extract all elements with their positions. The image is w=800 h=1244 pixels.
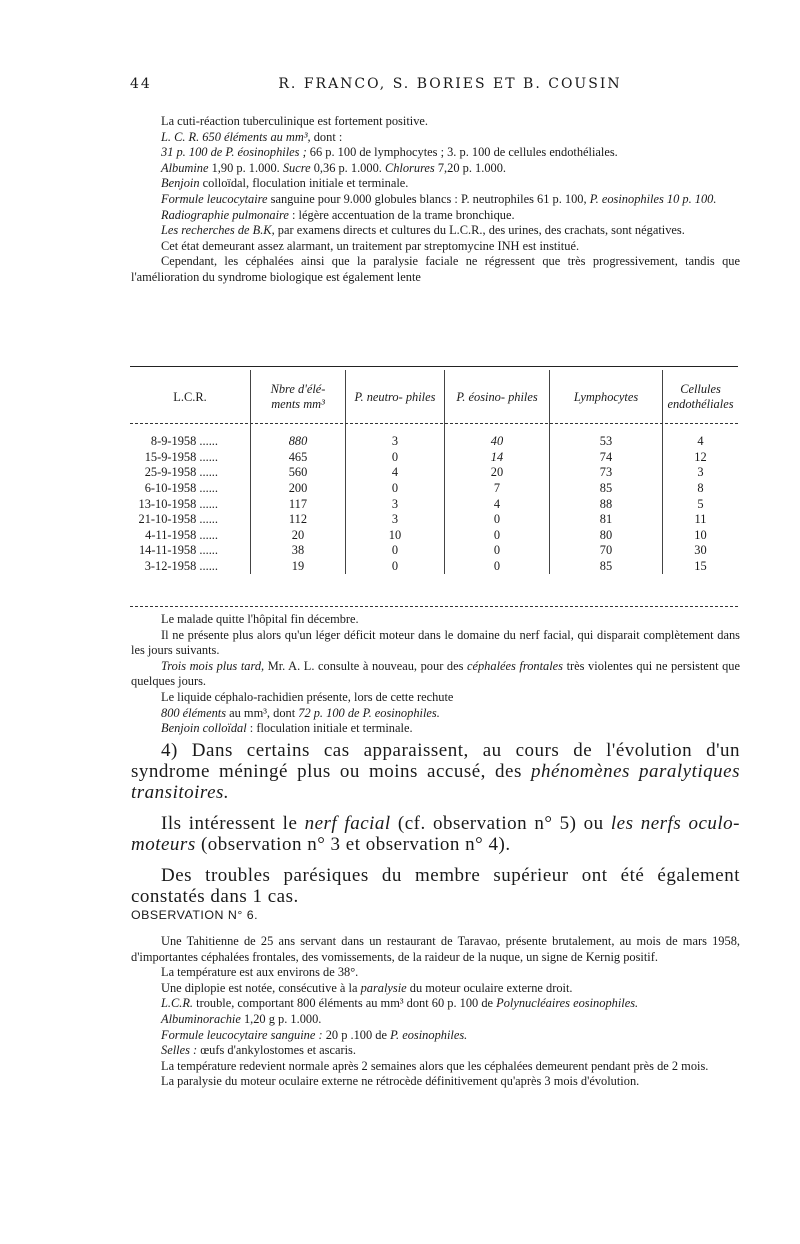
paragraph: La température redevient normale après 2 semaines alors que les céphalées demeurent pendant près de 2 mois. [161, 1058, 709, 1073]
value-cell: 560 [251, 465, 346, 481]
column-header: L.C.R. [173, 389, 207, 404]
date-cell: 25-9-1958 ...... [144, 465, 218, 480]
value-cell: 73 [550, 465, 663, 481]
paragraph: L. C. R. 650 éléments au mm³, dont : [161, 129, 343, 144]
value-cell: 20 [445, 465, 550, 481]
observation-text [131, 934, 740, 1090]
paragraph: Albuminorachie 1,20 g p. 1.000. [161, 1011, 322, 1026]
table-row [130, 512, 738, 528]
value-cell: 30 [663, 543, 739, 559]
paragraph: Cependant, les céphalées ainsi que la paralysie faciale ne régressent que très progressivement, tandis que l'amélioration du syndrome biologique est également lente [131, 254, 740, 284]
table-row [130, 528, 738, 544]
value-cell: 85 [550, 481, 663, 497]
value-cell: 20 [251, 528, 346, 544]
paragraph: Formule leucocytaire sanguine pour 9.000 globules blancs : P. neutrophiles 61 p. 100, P. eosinophiles 10 p. 100. [161, 191, 717, 206]
paragraph: Des troubles parésiques du membre supérieur ont été également constatés dans 1 cas. [131, 865, 740, 907]
main-text [131, 740, 740, 917]
table-spacer-row [130, 424, 738, 434]
date-cell: 8-9-1958 ...... [150, 434, 218, 449]
paragraph: La paralysie du moteur oculaire externe ne rétrocède définitivement qu'après 3 mois d'évolution. [161, 1074, 640, 1089]
table-header-rule [130, 423, 738, 424]
table-row [130, 496, 738, 512]
value-cell: 0 [346, 481, 445, 497]
paragraph: Une diplopie est notée, consécutive à la paralysie du moteur oculaire externe droit. [161, 980, 573, 995]
table-bottom-rule [130, 606, 738, 607]
paragraph: Le liquide céphalo-rachidien présente, lors de cette rechute [161, 689, 454, 704]
observation-heading: OBSERVATION N° 6. [131, 908, 259, 922]
value-cell: 40 [445, 434, 550, 450]
value-cell: 4 [663, 434, 739, 450]
value-cell: 4 [346, 465, 445, 481]
value-cell: 5 [663, 496, 739, 512]
date-cell: 14-11-1958 ...... [138, 543, 218, 558]
value-cell: 81 [550, 512, 663, 528]
running-head-authors: R. FRANCO, S. BORIES ET B. COUSIN [278, 76, 622, 92]
value-cell: 7 [445, 481, 550, 497]
table-row [130, 559, 738, 575]
paragraph: Benjoin colloïdal, floculation initiale et terminale. [161, 176, 409, 191]
value-cell: 19 [251, 559, 346, 575]
value-cell: 880 [251, 434, 346, 450]
date-cell: 6-10-1958 ...... [144, 481, 218, 496]
paragraph: Le malade quitte l'hôpital fin décembre. [161, 612, 359, 626]
follow-up-text [131, 612, 740, 737]
value-cell: 0 [346, 450, 445, 466]
column-header: Lymphocytes [550, 370, 663, 424]
value-cell: 3 [663, 465, 739, 481]
paragraph: Selles : œufs d'ankylostomes et ascaris. [161, 1043, 356, 1058]
value-cell: 74 [550, 450, 663, 466]
value-cell: 10 [346, 528, 445, 544]
date-cell: 3-12-1958 ...... [144, 559, 218, 574]
table-row [130, 450, 738, 466]
column-header: P. éosino- philes [445, 370, 550, 424]
value-cell: 117 [251, 496, 346, 512]
value-cell: 14 [445, 450, 550, 466]
column-header: Nbre d'élé- ments mm³ [251, 370, 346, 424]
paragraph: 800 éléments au mm³, dont 72 p. 100 de P. eosinophiles. [161, 705, 440, 720]
value-cell: 3 [346, 434, 445, 450]
value-cell: 0 [346, 543, 445, 559]
paragraph: Une Tahitienne de 25 ans servant dans un restaurant de Taravao, présente brutalement, au mois de mars 1958, d'importantes céphalées frontales, des vomissements, de la raideur de la nuque, un signe de Kernig positif. [131, 934, 740, 964]
paragraph: 31 p. 100 de P. éosinophiles ; 66 p. 100 de lymphocytes ; 3. p. 100 de cellules endothéliales. [161, 145, 618, 160]
value-cell: 85 [550, 559, 663, 575]
value-cell: 3 [346, 496, 445, 512]
table-top-rule [130, 366, 738, 367]
paragraph: L.C.R. trouble, comportant 800 éléments au mm³ dont 60 p. 100 de Polynucléaires eosinophiles. [161, 996, 639, 1011]
value-cell: 15 [663, 559, 739, 575]
date-cell: 4-11-1958 ...... [145, 527, 218, 542]
value-cell: 11 [663, 512, 739, 528]
table-header-row [130, 370, 738, 424]
column-header: Cellules endothéliales [663, 370, 739, 424]
value-cell: 0 [445, 559, 550, 575]
value-cell: 3 [346, 512, 445, 528]
value-cell: 88 [550, 496, 663, 512]
column-header: P. neutro- philes [346, 370, 445, 424]
value-cell: 0 [346, 559, 445, 575]
date-cell: 13-10-1958 ...... [138, 496, 218, 511]
paragraph: Albumine 1,90 p. 1.000. Sucre 0,36 p. 1.000. Chlorures 7,20 p. 1.000. [161, 160, 507, 175]
date-cell: 21-10-1958 ...... [138, 512, 218, 527]
page-number: 44 [130, 76, 152, 92]
case-findings-text [131, 114, 740, 286]
paragraph: Les recherches de B.K, par examens directs et cultures du L.C.R., des urines, des crachats, sont négatives. [161, 223, 685, 238]
value-cell: 80 [550, 528, 663, 544]
value-cell: 200 [251, 481, 346, 497]
paragraph: Radiographie pulmonaire : légère accentuation de la trame bronchique. [161, 207, 515, 222]
paragraph: Cet état demeurant assez alarmant, un traitement par streptomycine INH est institué. [161, 238, 580, 253]
value-cell: 10 [663, 528, 739, 544]
value-cell: 53 [550, 434, 663, 450]
value-cell: 0 [445, 543, 550, 559]
paragraph: Trois mois plus tard, Mr. A. L. consulte à nouveau, pour des céphalées frontales très violentes qui ne persistent que quelques jours. [131, 658, 740, 689]
paragraph: La cuti-réaction tuberculinique est fortement positive. [161, 114, 428, 128]
value-cell: 8 [663, 481, 739, 497]
paragraph: Ils intéressent le nerf facial (cf. observation n° 5) ou les nerfs oculo-moteurs (observation n° 3 et observation n° 4). [131, 813, 740, 855]
running-head [130, 76, 770, 96]
paragraph: Benjoin colloïdal : floculation initiale et terminale. [161, 721, 413, 736]
lcr-table [130, 370, 738, 574]
table-body [130, 424, 738, 574]
value-cell: 0 [445, 512, 550, 528]
date-cell: 15-9-1958 ...... [144, 449, 218, 464]
value-cell: 112 [251, 512, 346, 528]
table-row [130, 543, 738, 559]
value-cell: 0 [445, 528, 550, 544]
table-row [130, 465, 738, 481]
value-cell: 4 [445, 496, 550, 512]
paragraph: La température est aux environs de 38°. [161, 965, 359, 980]
paragraph: Il ne présente plus alors qu'un léger déficit moteur dans le domaine du nerf facial, qui disparait complètement dans les jours suivants. [131, 627, 740, 658]
value-cell: 465 [251, 450, 346, 466]
table-row [130, 481, 738, 497]
table-row [130, 434, 738, 450]
value-cell: 38 [251, 543, 346, 559]
value-cell: 70 [550, 543, 663, 559]
value-cell: 12 [663, 450, 739, 466]
paragraph: Formule leucocytaire sanguine : 20 p .100 de P. eosinophiles. [161, 1027, 468, 1042]
paragraph: 4) Dans certains cas apparaissent, au cours de l'évolution d'un syndrome méningé plus ou moins accusé, des phénomènes paralytiques transitoires. [131, 740, 741, 803]
